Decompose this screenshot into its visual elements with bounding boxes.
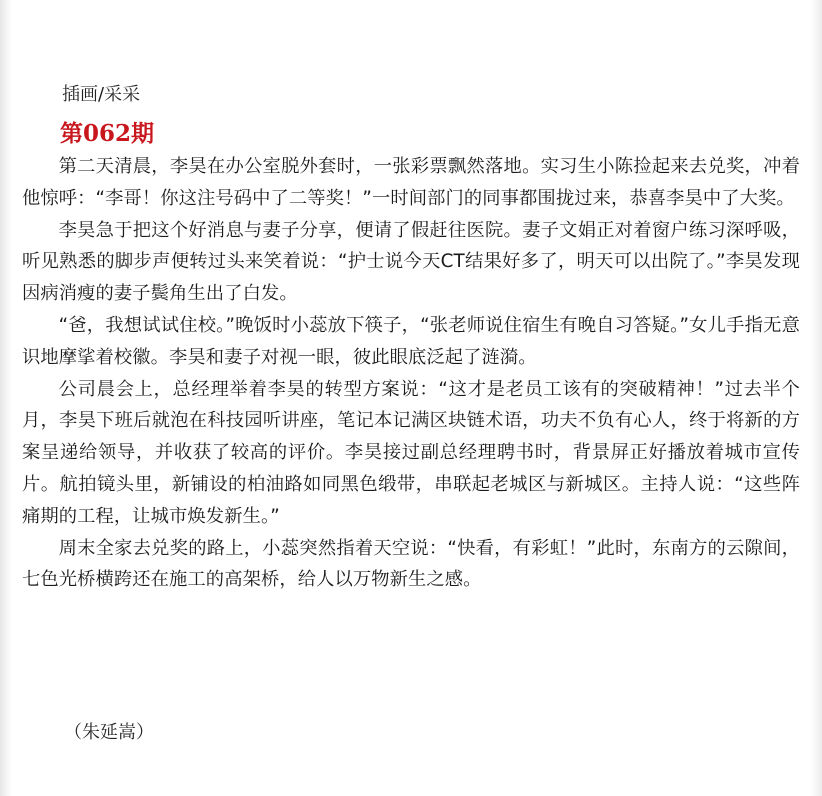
illustration-credit: 插画/采采 — [62, 84, 141, 105]
page-shadow-right — [810, 0, 822, 796]
issue-number: 第062期 — [60, 120, 155, 147]
page-shadow-left — [0, 0, 12, 796]
story-paragraph: “爸，我想试试住校。”晚饭时小蕊放下筷子，“张老师说住宿生有晚自习答疑。”女儿手指无意识地摩挲着校徽。李昊和妻子对视一眼，彼此眼底泛起了涟漪。 — [22, 314, 800, 368]
story-paragraph: 周末全家去兑奖的路上，小蕊突然指着天空说：“快看，有彩虹！”此时，东南方的云隙间，七色光桥横跨还在施工的高架桥，给人以万物新生之感。 — [22, 537, 800, 591]
story-paragraph: 公司晨会上，总经理举着李昊的转型方案说：“这才是老员工该有的突破精神！”过去半个月，李昊下班后就泡在科技园听讲座，笔记本记满区块链术语，功夫不负有心人，终于将新的方案呈递给领导，并收获了较高的评价。李昊接过副总经理聘书时，背景屏正好播放着城市宣传片。航拍镜头里，新铺设的柏油路如同黑色缎带，串联起老城区与新城区。主持人说：“这些阵痛期的工程，让城市焕发新生。” — [22, 378, 800, 527]
story-body — [22, 151, 800, 596]
author-signature: （朱延嵩） — [64, 722, 154, 743]
story-paragraph: 李昊急于把这个好消息与妻子分享，便请了假赶往医院。妻子文娟正对着窗户练习深呼吸，听见熟悉的脚步声便转过头来笑着说：“护士说今天CT结果好多了，明天可以出院了。”李昊发现因病消瘦的妻子鬓角生出了白发。 — [22, 219, 800, 305]
story-paragraph: 第二天清晨，李昊在办公室脱外套时，一张彩票飘然落地。实习生小陈捡起来去兑奖，冲着他惊呼：“李哥！你这注号码中了二等奖！”一时间部门的同事都围拢过来，恭喜李昊中了大奖。 — [22, 156, 800, 209]
